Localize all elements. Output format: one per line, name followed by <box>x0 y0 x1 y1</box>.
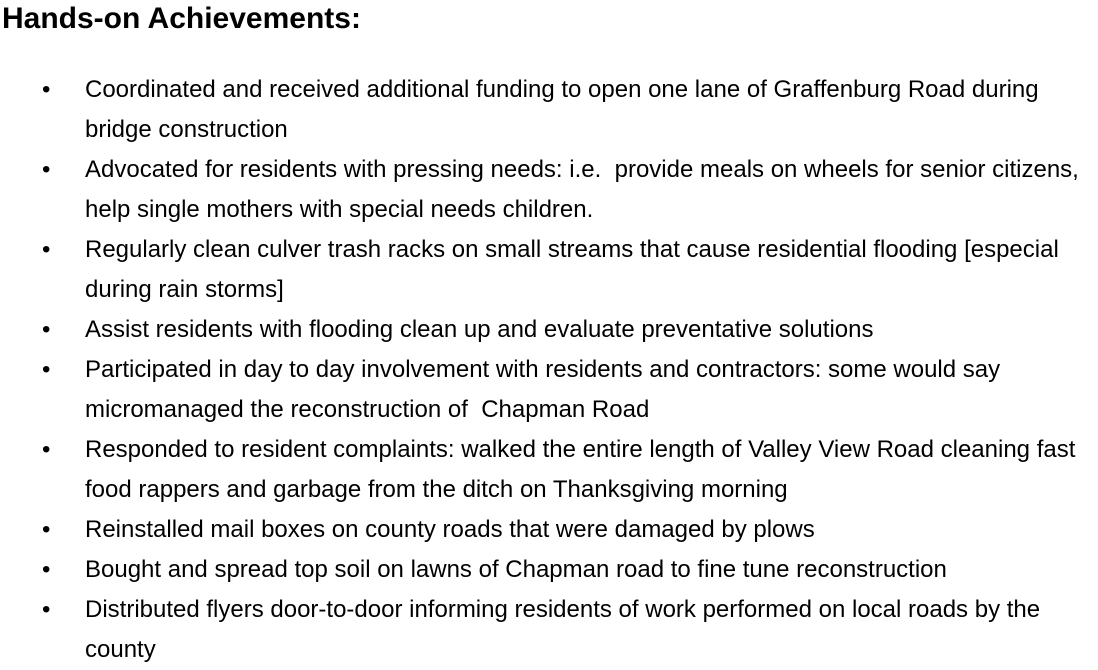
bullet-icon: • <box>42 556 51 583</box>
list-item <box>0 430 1098 510</box>
bullet-icon: • <box>42 516 51 543</box>
list-item <box>0 350 1098 430</box>
list-item <box>0 590 1098 670</box>
list-item-text: Coordinated and received additional funding to open one lane of Graffenburg Road during bridge construction <box>85 76 1046 143</box>
page-title: Hands-on Achievements: <box>2 2 361 35</box>
list-item-text: Responded to resident complaints: walked the entire length of Valley View Road cleaning fast food rappers and garbage from the ditch on Thanksgiving morning <box>85 436 1083 503</box>
list-item <box>0 230 1098 310</box>
list-item-text: Regularly clean culver trash racks on small streams that cause residential flooding [especial during rain storms] <box>85 236 1066 303</box>
list-item-text: Participated in day to day involvement with residents and contractors: some would say micromanaged the reconstruction of Chapman Road <box>85 356 1007 423</box>
list-item-text: Advocated for residents with pressing needs: i.e. provide meals on wheels for senior citizens, help single mothers with special needs children. <box>85 156 1086 223</box>
list-item <box>0 550 1098 590</box>
bullet-icon: • <box>42 316 51 343</box>
list-item-text: Distributed flyers door-to-door informing residents of work performed on local roads by the county <box>85 596 1047 663</box>
list-item <box>0 510 1098 550</box>
bullet-icon: • <box>42 356 51 383</box>
list-item <box>0 70 1098 150</box>
bullet-icon: • <box>42 156 51 183</box>
bullet-icon: • <box>42 76 51 103</box>
list-item-text: Assist residents with flooding clean up and evaluate preventative solutions <box>85 316 874 343</box>
bullet-icon: • <box>42 596 51 623</box>
list-item <box>0 150 1098 230</box>
achievements-list <box>0 70 1098 670</box>
list-item-text: Reinstalled mail boxes on county roads that were damaged by plows <box>85 516 815 543</box>
bullet-icon: • <box>42 236 51 263</box>
bullet-icon: • <box>42 436 51 463</box>
list-item-text: Bought and spread top soil on lawns of Chapman road to fine tune reconstruction <box>85 556 947 583</box>
list-item <box>0 310 1098 350</box>
